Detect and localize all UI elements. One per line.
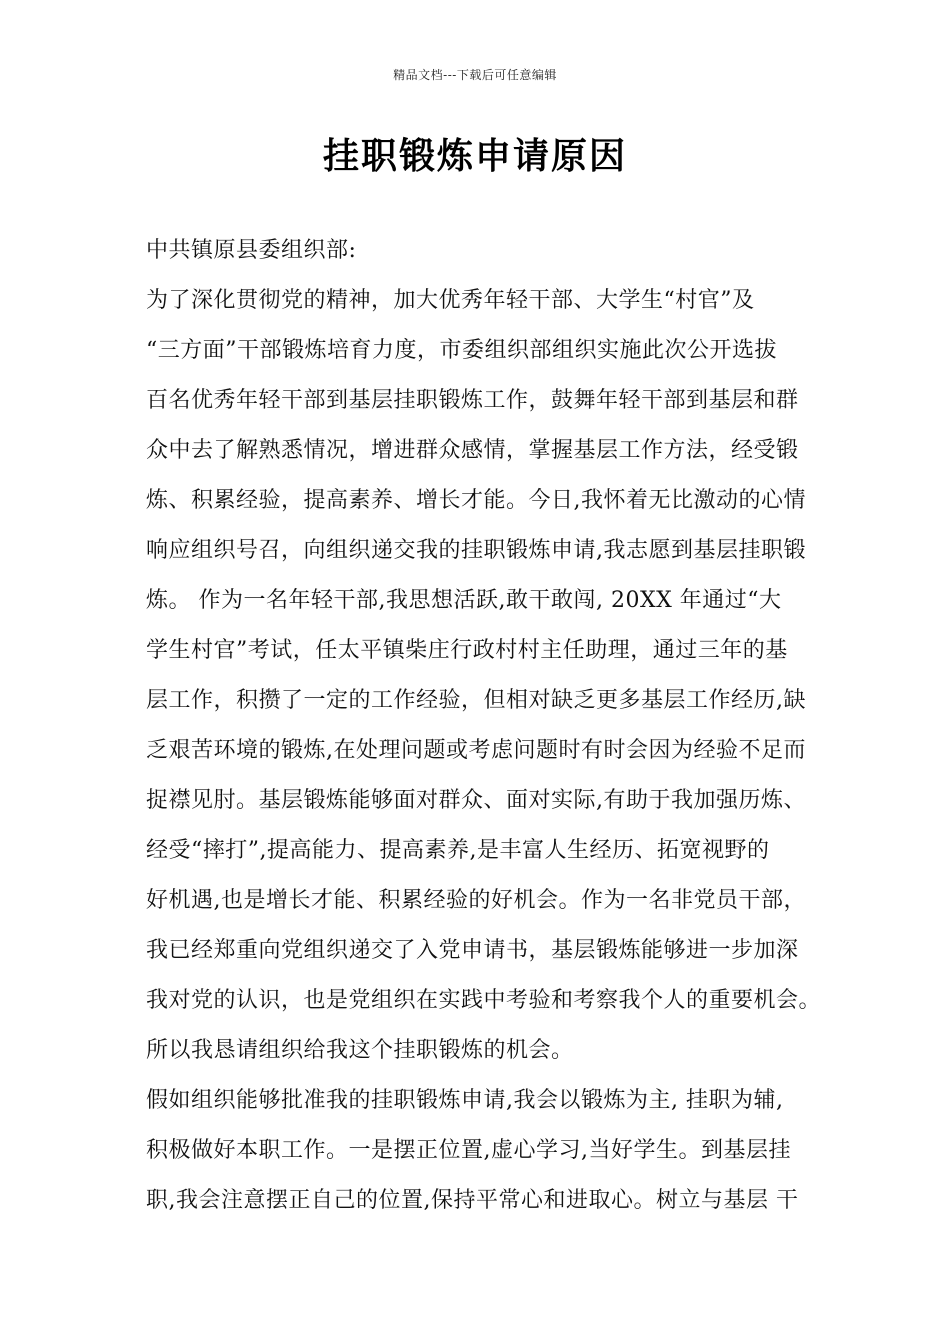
body-line: 百名优秀年轻干部到基层挂职锻炼工作，鼓舞年轻干部到基层和群: [146, 388, 799, 413]
body-line: 学生村官”考试，任太平镇柴庄行政村村主任助理，通过三年的基: [146, 638, 788, 663]
body-line: 所以我恳请组织给我这个挂职锻炼的机会。: [146, 1038, 574, 1063]
page-title: 挂职锻炼申请原因: [322, 136, 627, 177]
salutation-line: 中共镇原县委组织部:: [146, 238, 357, 263]
body-line: 响应组织号召，向组织递交我的挂职锻炼申请,我志愿到基层挂职锻: [146, 538, 806, 563]
body-line: 捉襟见肘。基层锻炼能够面对群众、面对实际,有助于我加强历炼、: [146, 788, 806, 813]
body-line: 职,我会注意摆正自己的位置,保持平常心和进取心。树立与基层 干: [146, 1188, 799, 1213]
body-line: 我已经郑重向党组织递交了入党申请书，基层锻炼能够进一步加深: [146, 938, 799, 963]
body-line: 乏艰苦环境的锻炼,在处理问题或考虑问题时有时会因为经验不足而: [146, 738, 806, 763]
body-line: 众中去了解熟悉情况，增进群众感情，掌握基层工作方法，经受锻: [146, 438, 799, 463]
body-line: 层工作，积攒了一定的工作经验，但相对缺乏更多基层工作经历,缺: [146, 688, 806, 713]
body-line: 为了深化贯彻党的精神，加大优秀年轻干部、大学生“村官”及: [146, 288, 755, 313]
body-line: 炼。 作为一名年轻干部,我思想活跃,敢干敢闯, 20XX 年通过“大: [146, 588, 782, 613]
header-note: 精品文档---下载后可任意编辑: [393, 68, 557, 82]
body-line: 我对党的认识，也是党组织在实践中考验和考察我个人的重要机会。: [146, 988, 822, 1013]
body-line: “三方面”干部锻炼培育力度，市委组织部组织实施此次公开选拔: [146, 338, 777, 363]
body-line: 积极做好本职工作。一是摆正位置,虚心学习,当好学生。到基层挂: [146, 1138, 791, 1163]
body-line: 炼、积累经验，提高素养、增长才能。今日,我怀着无比激动的心情: [146, 488, 806, 513]
body-line: 假如组织能够批准我的挂职锻炼申请,我会以锻炼为主, 挂职为辅,: [146, 1088, 784, 1113]
body-line: 好机遇,也是增长才能、积累经验的好机会。作为一名非党员干部，: [146, 888, 806, 913]
document-body: [146, 236, 836, 1236]
body-line: 经受“摔打”,提高能力、提高素养,是丰富人生经历、拓宽视野的: [146, 838, 770, 863]
